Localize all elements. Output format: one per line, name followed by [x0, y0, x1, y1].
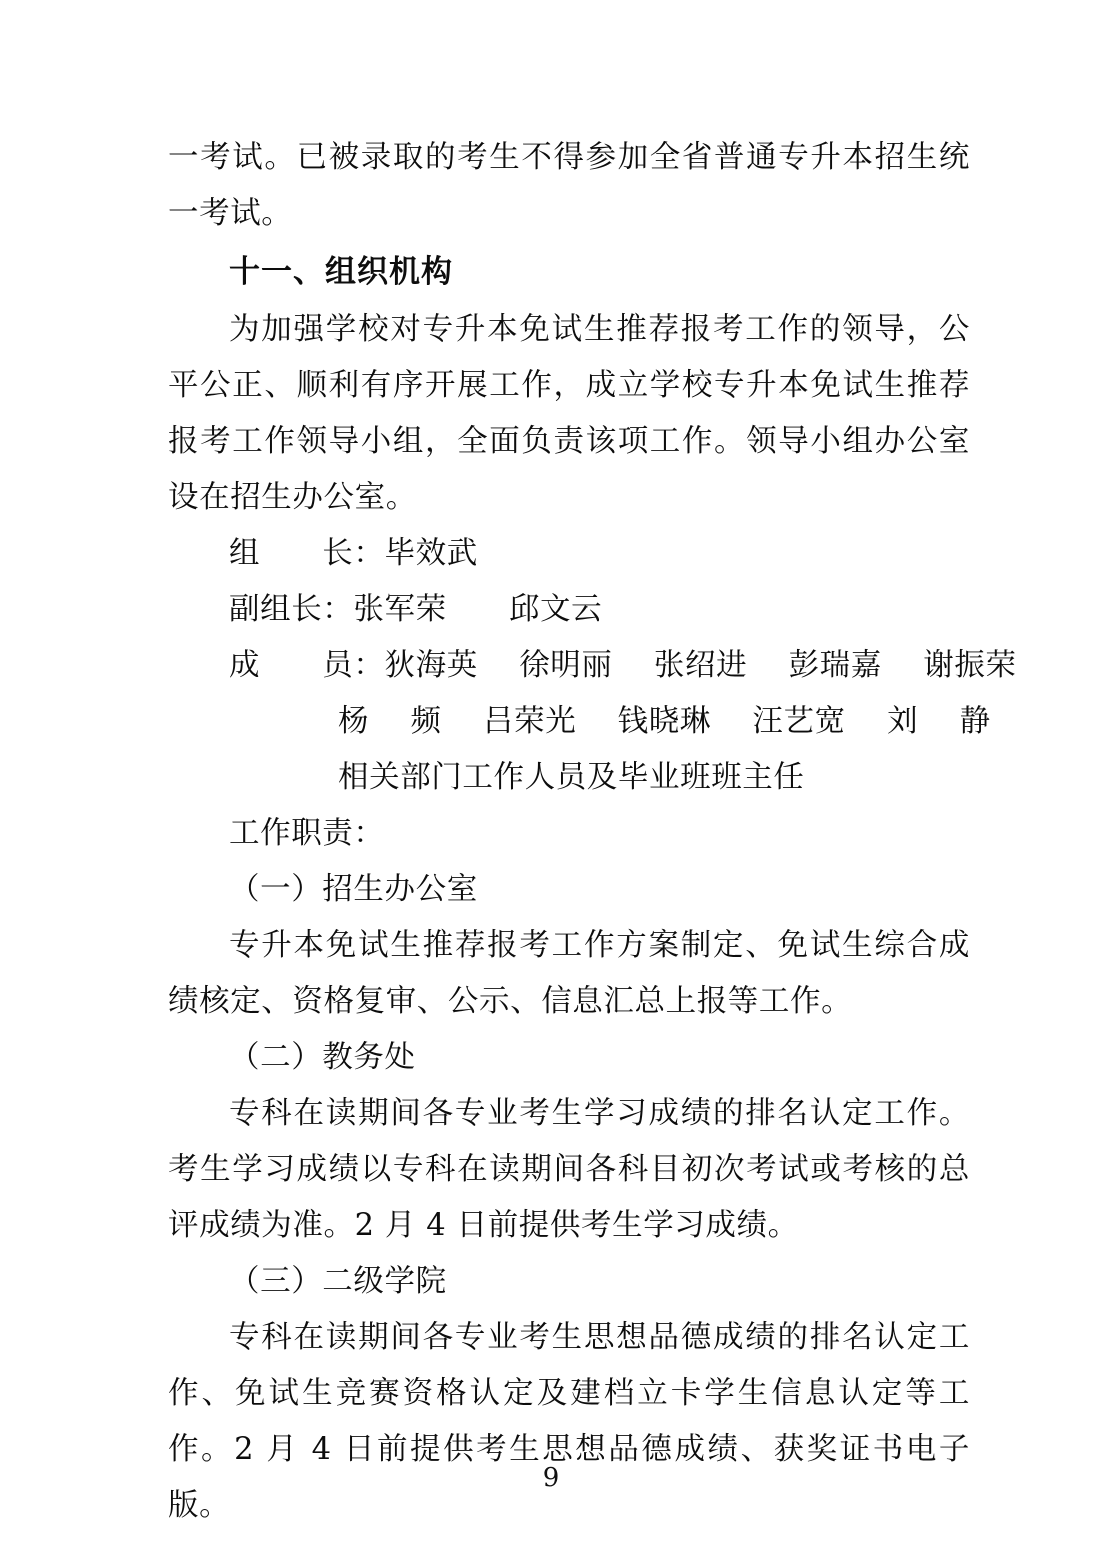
subheading-academic-affairs: （二）教务处 [229, 1040, 416, 1075]
paragraph-leadership-group: 为加强学校对专升本免试生推荐报考工作的领导，公平公正、顺利有序开展工作，成立学校专升本免试生推荐报考工作领导小组，全面负责该项工作。领导小组办公室设在招生办公室。 [168, 312, 970, 515]
roster-group-leader: 组 长：毕效武 [229, 536, 478, 571]
document-body [168, 130, 1017, 1534]
subheading-admissions-office: （一）招生办公室 [229, 872, 478, 907]
roster-members-line-2: 杨 频 吕荣光 钱晓琳 汪艺宽 刘 静 [338, 704, 991, 739]
page-number: 9 [542, 1463, 560, 1493]
roster-members-line-1: 成 员：狄海英 徐明丽 张绍进 彭瑞嘉 谢振荣 [229, 648, 1017, 683]
paragraph-continued: 一考试。已被录取的考生不得参加全省普通专升本招生统一考试。 [168, 140, 970, 231]
roster-members-line-3: 相关部门工作人员及毕业班班主任 [338, 760, 805, 795]
subheading-secondary-college: （三）二级学院 [229, 1264, 447, 1299]
paragraph-duties-label: 工作职责： [229, 816, 385, 851]
paragraph-secondary-college-duties: 专科在读期间各专业考生思想品德成绩的排名认定工作、免试生竞赛资格认定及建档立卡学生信息认定等工作。2 月 4 日前提供考生思想品德成绩、获奖证书电子版。 [168, 1320, 970, 1523]
paragraph-academic-affairs-duties: 专科在读期间各专业考生学习成绩的排名认定工作。考生学习成绩以专科在读期间各科目初次考试或考核的总评成绩为准。2 月 4 日前提供考生学习成绩。 [168, 1096, 970, 1243]
section-heading-organization: 十一、组织机构 [229, 254, 453, 290]
paragraph-admissions-office-duties: 专升本免试生推荐报考工作方案制定、免试生综合成绩核定、资格复审、公示、信息汇总上报等工作。 [168, 928, 970, 1019]
roster-deputy-leaders: 副组长：张军荣 邱文云 [229, 592, 603, 627]
